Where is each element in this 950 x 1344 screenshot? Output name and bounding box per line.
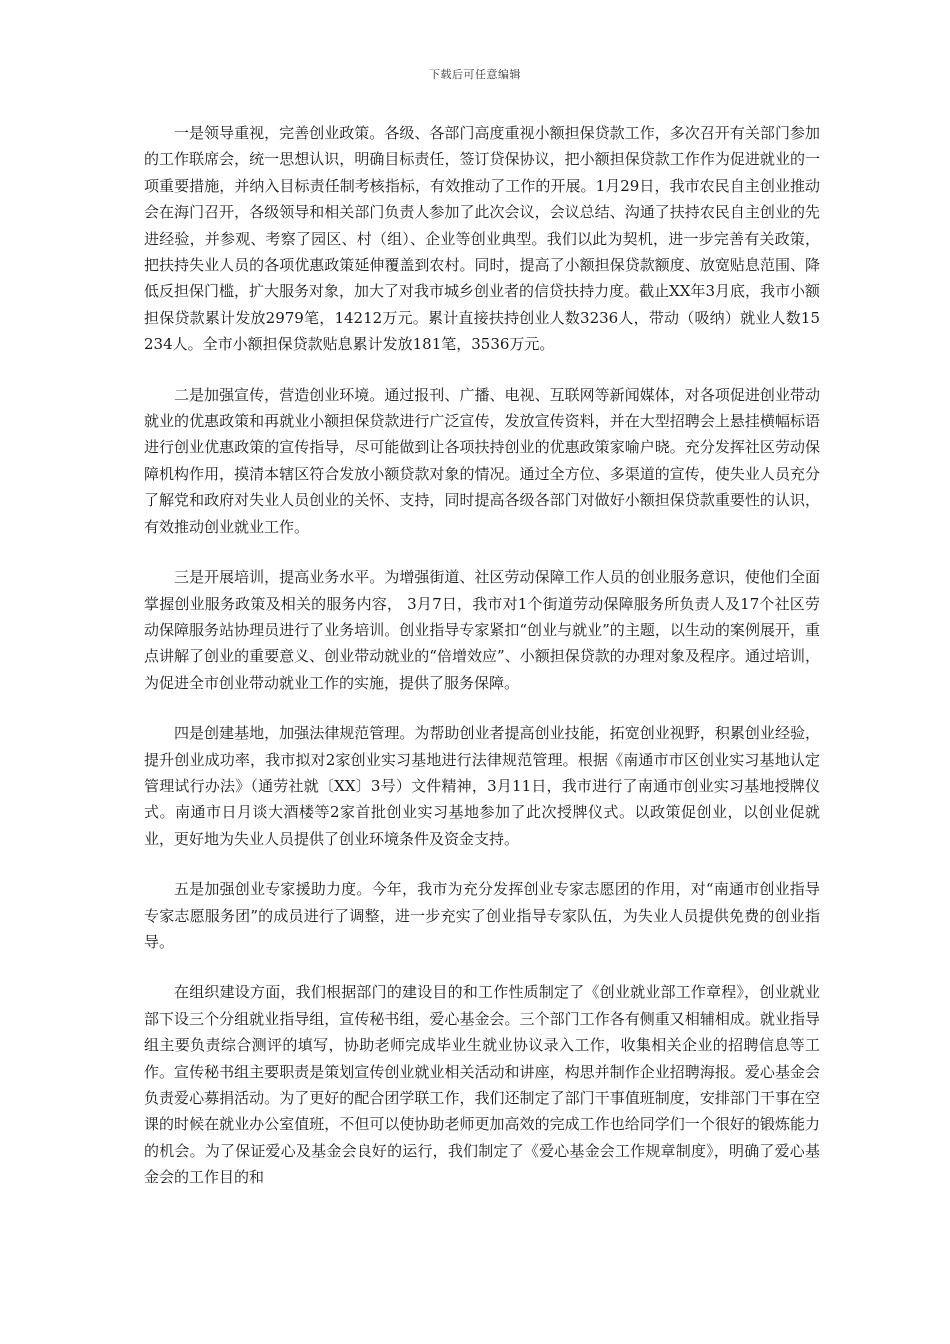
paragraph-publicity: 二是加强宣传，营造创业环境。通过报刊、广播、电视、互联网等新闻媒体，对各项促进创业带动就业的优惠政策和再就业小额担保贷款进行广泛宣传，发放宣传资料，并在大型招聘会上悬挂横幅标语进行创业优惠政策的宣传指导，尽可能做到让各项扶持创业的优惠政策家喻户晓。充分发挥社区劳动保障机构作用，摸清本辖区符合发放小额贷款对象的情况。通过全方位、多渠道的宣传，使失业人员充分了解党和政府对失业人员创业的关怀、支持，同时提高各级各部门对做好小额担保贷款重要性的认识，有效推动创业就业工作。 [144, 385, 820, 536]
paragraph-training: 三是开展培训，提高业务水平。为增强街道、社区劳动保障工作人员的创业服务意识，使他们全面掌握创业服务政策及相关的服务内容， 3月7日，我市对1个街道劳动保障服务所负责人及17个社区劳动保障服务站协理员进行了业务培训。创业指导专家紧扣“创业与就业”的主题，以生动的案例展开，重点讲解了创业的重要意义、创业带动就业的“倍增效应”、小额担保贷款的办理对象及程序。通过培训，为促进全市创业带动就业工作的实施，提供了服务保障。 [144, 568, 820, 692]
paragraph-expert-aid: 五是加强创业专家援助力度。今年，我市为充分发挥创业专家志愿团的作用，对“南通市创业指导专家志愿服务团”的成员进行了调整，进一步充实了创业指导专家队伍，为失业人员提供免费的创业指导。 [144, 880, 820, 951]
paragraph-leadership: 一是领导重视，完善创业政策。各级、各部门高度重视小额担保贷款工作，多次召开有关部门参加的工作联席会，统一思想认识，明确目标责任，签订贷保协议，把小额担保贷款工作作为促进就业的一项重要措施，并纳入目标责任制考核指标，有效推动了工作的开展。1月29日，我市农民自主创业推动会在海门召开，各级领导和相关部门负责人参加了此次会议，会议总结、沟通了扶持农民自主创业的先进经验，并参观、考察了园区、村（组）、企业等创业典型。我们以此为契机，进一步完善有关政策，把扶持失业人员的各项优惠政策延伸覆盖到农村。同时，提高了小额担保贷款额度、放宽贴息范围、降低反担保门槛，扩大服务对象，加大了对我市城乡创业者的信贷扶持力度。截止XX年3月底，我市小额担保贷款累计发放2979笔，14212万元。累计直接扶持创业人数3236人，带动（吸纳）就业人数15234人。全市小额担保贷款贴息累计发放181笔，3536万元。 [144, 124, 820, 354]
paragraph-base-building: 四是创建基地，加强法律规范管理。为帮助创业者提高创业技能，拓宽创业视野，积累创业经验，提升创业成功率，我市拟对2家创业实习基地进行法律规范管理。根据《南通市市区创业实习基地认定管理试行办法》（通劳社就〔XX〕3号）文件精神，3月11日，我市进行了南通市创业实习基地授牌仪式。南通市日月谈大酒楼等2家首批创业实习基地参加了此次授牌仪式。以政策促创业，以创业促就业，更好地为失业人员提供了创业环境条件及资金支持。 [144, 724, 820, 848]
header-note: 下载后可任意编辑 [429, 68, 521, 81]
paragraph-organization: 在组织建设方面，我们根据部门的建设目的和工作性质制定了《创业就业部工作章程》，创业就业部下设三个分组就业指导组，宣传秘书组，爱心基金会。三个部门工作各有侧重又相辅相成。就业指导组主要负责综合测评的填写，协助老师完成毕业生就业协议录入工作，收集相关企业的招聘信息等工作。宣传秘书组主要职责是策划宣传创业就业相关活动和讲座，构思并制作企业招聘海报。爱心基金会负责爱心募捐活动。为了更好的配合团学联工作，我们还制定了部门干事值班制度，安排部门干事在空课的时候在就业办公室值班，不但可以使协助老师更加高效的完成工作也给同学们一个很好的锻炼能力的机会。为了保证爱心及基金会良好的运行，我们制定了《爱心基金会工作规章制度》，明确了爱心基金会的工作目的和 [144, 983, 820, 1187]
document-body [144, 120, 820, 1191]
